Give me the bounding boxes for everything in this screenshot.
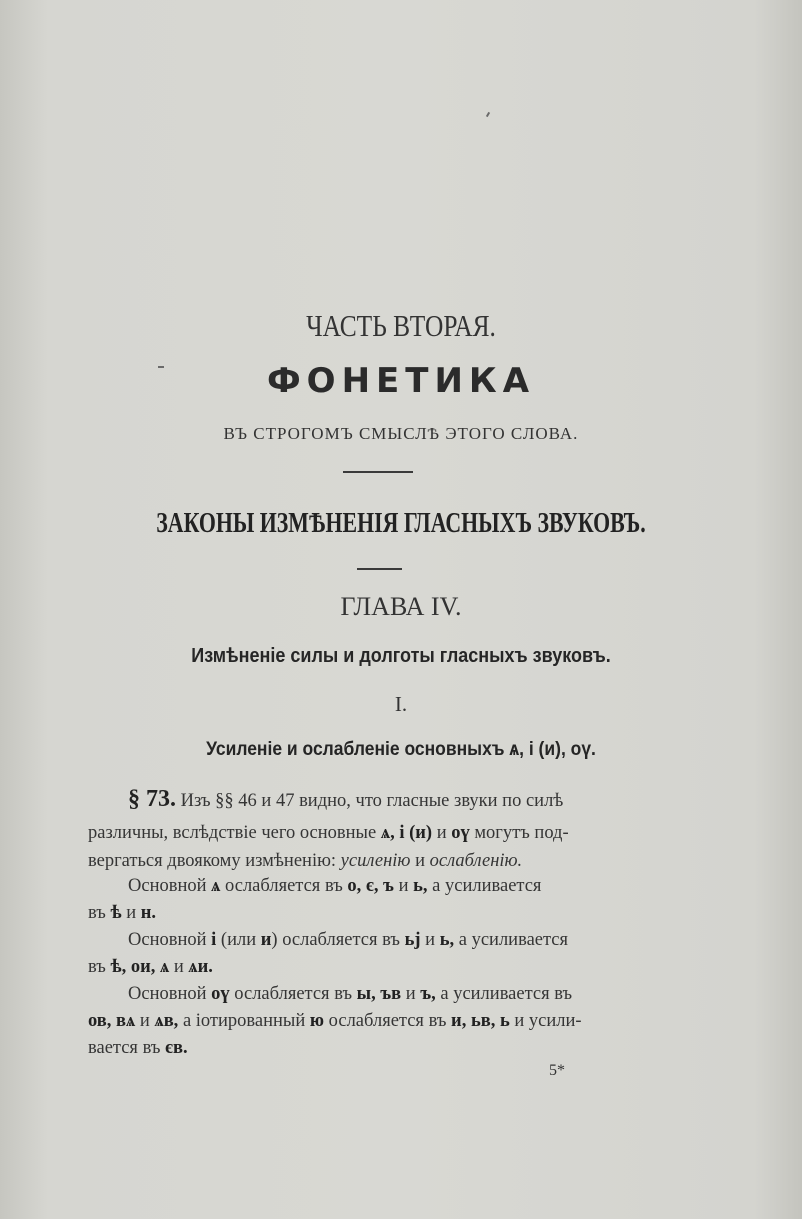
paragraph-line [128, 876, 541, 897]
text: могутъ под- [469, 823, 569, 843]
text: Изъ §§ 46 и 47 видно, что гласные звуки по силѣ [180, 791, 564, 811]
text: вергаться двоякому измѣненію: [88, 851, 341, 871]
text: и [432, 823, 452, 843]
letter-term: ь, [413, 876, 428, 896]
letter-term: ьј [404, 930, 421, 950]
letter-term: и, ьв, ь [451, 1011, 510, 1031]
text: и [135, 1011, 155, 1031]
chapter-subtitle: Измѣненіе силы и долготы гласныхъ звуковъ. [191, 645, 611, 667]
letter-term: и [260, 930, 272, 950]
text: ослабляется въ [324, 1011, 452, 1031]
text: а усиливается [427, 876, 542, 896]
text: и [420, 930, 440, 950]
text: ) ослабляется въ [271, 930, 405, 950]
subsection-title: Усиленіе и ослабленіе основныхъ ѧ, і (и), оү. [206, 739, 596, 760]
part-title: ЧАСТЬ ВТОРАЯ. [306, 308, 496, 343]
main-title: ФОНЕТИКА [266, 361, 536, 401]
text: а усиливается въ [435, 984, 573, 1004]
text: въ [88, 957, 111, 977]
text: а іотированный [178, 1011, 310, 1031]
italic-term: ослабленію. [429, 851, 523, 871]
subsection-number: I. [394, 692, 408, 716]
letter-term: ю [309, 1011, 325, 1031]
text: Основной [128, 984, 212, 1004]
text: и усили- [509, 1011, 582, 1031]
text: и [401, 984, 421, 1004]
divider-rule [357, 568, 402, 570]
text: и [410, 851, 430, 871]
letter-term: ь, [439, 930, 455, 950]
subtitle: ВЪ СТРОГОМЪ СМЫСЛѢ ЭТОГО СЛОВА. [223, 424, 579, 443]
letter-term: ѧ, і (и) [380, 823, 433, 843]
text: и [393, 876, 414, 896]
letter-term: ѣ, ои, ѧ [110, 957, 170, 977]
letter-term: ы, ъв [356, 984, 402, 1004]
text: ослабляется въ [229, 984, 357, 1004]
section-title: ЗАКОНЫ ИЗМѢНЕНІЯ ГЛАСНЫХЪ ЗВУКОВЪ. [156, 508, 646, 539]
chapter-title: ГЛАВА IV. [340, 592, 462, 621]
paragraph-line [88, 851, 522, 872]
divider-rule [343, 471, 413, 473]
letter-term: ъ, [420, 984, 436, 1004]
paragraph-line [88, 823, 569, 844]
letter-term: оү [211, 984, 230, 1004]
paragraph-line [128, 984, 572, 1005]
letter-term: ов, вѧ [88, 1011, 136, 1031]
text: и [169, 957, 189, 977]
text: въ [88, 903, 111, 923]
page-speck [486, 112, 490, 117]
text: и [121, 903, 141, 923]
letter-term: ѣ [110, 903, 122, 923]
letter-term: н. [140, 903, 157, 923]
text: (или [216, 930, 261, 950]
letter-term: о, є, ъ [347, 876, 394, 896]
letter-term: ѧ [211, 876, 221, 896]
text: Основной [128, 876, 212, 896]
letter-term: ѧв, [154, 1011, 179, 1031]
paragraph-line [88, 957, 213, 978]
text: Основной [128, 930, 212, 950]
text: вается въ [88, 1038, 166, 1058]
paragraph-line [88, 903, 156, 924]
section-number: § 73. [128, 786, 176, 812]
paragraph-line [88, 1011, 582, 1032]
italic-term: усиленію [340, 851, 411, 871]
text: ослабляется въ [220, 876, 348, 896]
letter-term: єв. [165, 1038, 188, 1058]
letter-term: і [211, 930, 217, 950]
letter-term: ѧи. [188, 957, 213, 977]
paragraph-line [128, 930, 568, 951]
text: различны, вслѣдствіе чего основные [88, 823, 381, 843]
text: а усиливается [454, 930, 569, 950]
page-number: 5* [549, 1062, 565, 1079]
letter-term: оү [451, 823, 470, 843]
paragraph-line [128, 786, 563, 813]
paragraph-line [88, 1038, 188, 1059]
